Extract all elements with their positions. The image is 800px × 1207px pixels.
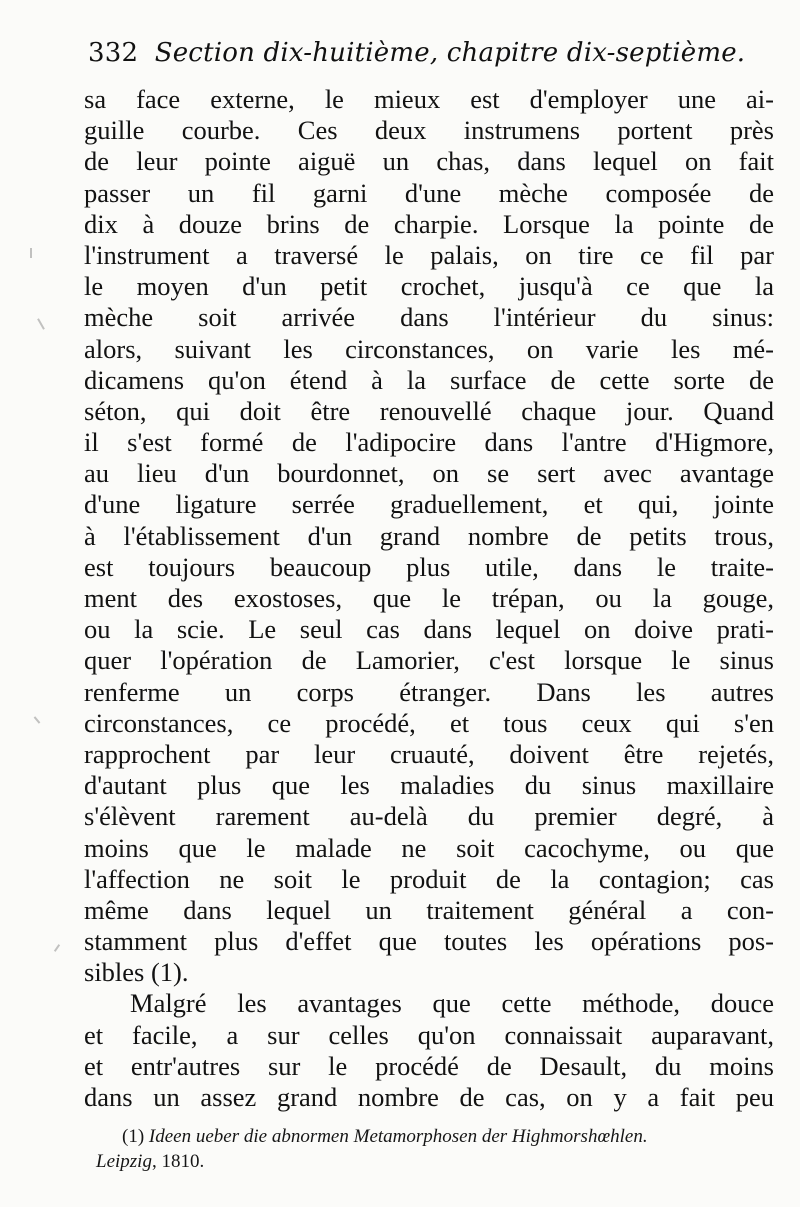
text-line: séton, qui doit être renouvellé chaque jour. Quand: [84, 395, 774, 426]
page-edge-mark: [54, 944, 60, 952]
footnote-line: [96, 1149, 780, 1174]
text-line: rapprochent par leur cruauté, doivent être rejetés,: [84, 738, 774, 769]
text-line: ou la scie. Le seul cas dans lequel on doive prati-: [84, 614, 774, 645]
text-line: dicamens qu'on étend à la surface de cette sorte de: [84, 364, 774, 395]
text-line: dans un assez grand nombre de cas, on y a fait peu: [84, 1082, 774, 1112]
text-line: sibles (1).: [84, 957, 189, 988]
text-line: et entr'autres sur le procédé de Desault, du moins: [84, 1050, 774, 1081]
text-line: à l'établissement d'un grand nombre de petits trous,: [84, 520, 774, 551]
page-edge-mark: [37, 318, 45, 329]
page-header: [88, 38, 768, 82]
text-line: mèche soit arrivée dans l'intérieur du sinus:: [84, 302, 774, 333]
text-line: et facile, a sur celles qu'on connaissait auparavant,: [84, 1019, 774, 1050]
footnote-marker: (1): [122, 1126, 145, 1147]
text-line: s'élèvent rarement au-delà du premier degré, à: [84, 801, 774, 832]
running-title: Section dix-huitième, chapitre dix-septième.: [154, 38, 746, 68]
footnote-place: Leipzig: [96, 1151, 152, 1172]
body-text: [84, 84, 774, 1113]
text-line: l'affection ne soit le produit de la contagion; cas: [84, 863, 774, 894]
text-line: alors, suivant les circonstances, on varie les mé-: [84, 333, 774, 364]
footnote-year: , 1810.: [151, 1151, 205, 1172]
text-line: le moyen d'un petit crochet, jusqu'à ce que la: [84, 271, 774, 302]
text-line: d'autant plus que les maladies du sinus maxillaire: [84, 770, 774, 801]
text-line: de leur pointe aiguë un chas, dans lequel on fait: [84, 146, 774, 177]
text-line: dix à douze brins de charpie. Lorsque la pointe de: [84, 208, 774, 239]
text-line: quer l'opération de Lamorier, c'est lorsque le sinus: [84, 645, 774, 676]
page-number: 332: [88, 38, 139, 68]
text-line: guille courbe. Ces deux instrumens portent près: [84, 115, 774, 146]
text-line: stamment plus d'effet que toutes les opérations pos-: [84, 926, 774, 957]
text-line: est toujours beaucoup plus utile, dans le traite-: [84, 551, 774, 582]
footnote-title: Ideen ueber die abnormen Metamorphosen der Highmorshœhlen.: [148, 1126, 648, 1147]
footnote: [96, 1124, 780, 1174]
text-line: l'instrument a traversé le palais, on tire ce fil par: [84, 239, 774, 270]
footnote-line: [96, 1124, 780, 1149]
page-edge-mark: [30, 248, 32, 258]
text-line: circonstances, ce procédé, et tous ceux qui s'en: [84, 707, 774, 738]
text-line: il s'est formé de l'adipocire dans l'antre d'Higmore,: [84, 427, 774, 458]
text-line: sa face externe, le mieux est d'employer une ai-: [84, 84, 774, 114]
text-line: renferme un corps étranger. Dans les autres: [84, 676, 774, 707]
page-edge-mark: [34, 716, 41, 723]
text-line: passer un fil garni d'une mèche composée de: [84, 177, 774, 208]
paragraph-start-line: Malgré les avantages que cette méthode, douce: [130, 988, 774, 1019]
text-line: d'une ligature serrée graduellement, et qui, jointe: [84, 489, 774, 520]
text-line: moins que le malade ne soit cacochyme, ou que: [84, 832, 774, 863]
text-line: même dans lequel un traitement général a con-: [84, 894, 774, 925]
text-line: au lieu d'un bourdonnet, on se sert avec avantage: [84, 458, 774, 489]
text-line: ment des exostoses, que le trépan, ou la gouge,: [84, 583, 774, 613]
